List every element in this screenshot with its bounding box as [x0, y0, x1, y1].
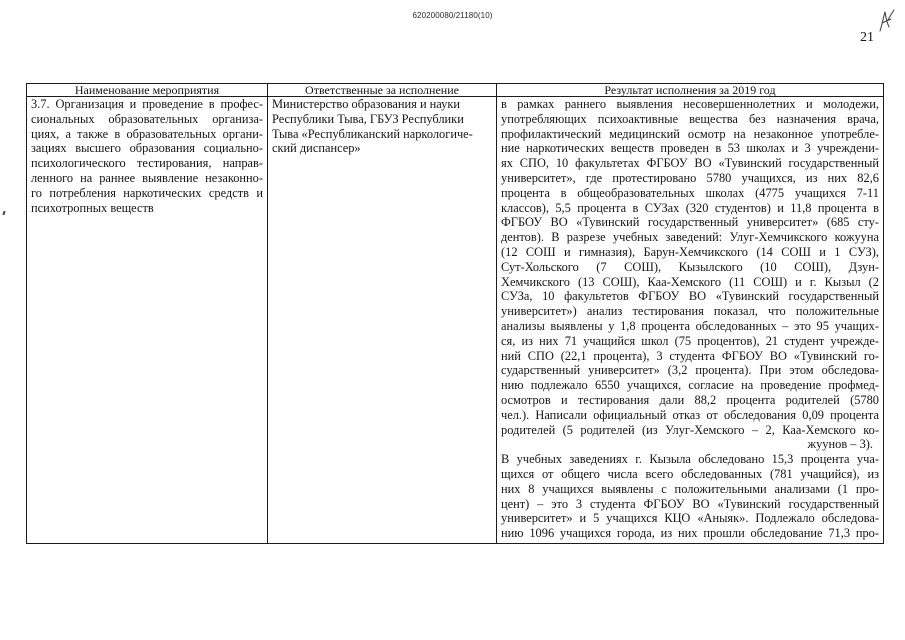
result-text-line: университет» и 5 учащихся КЦО «Аныяк». Подлежало обследова- [501, 511, 879, 526]
measure-text-line: сиональных образовательных организа- [31, 111, 263, 126]
handwritten-mark [877, 8, 897, 34]
header-cell-result [496, 84, 883, 96]
responsible-text-line: Министерство образования и науки [272, 97, 461, 111]
result-text-line: процента в общеобразовательных школах (4775 учащихся 7-11 [501, 185, 879, 200]
result-text-line: ние наркотических веществ проведен в 53 школах и 3 учреждени- [501, 141, 879, 156]
responsible-text-line: Республики Тыва, ГБУЗ Республики [272, 111, 464, 126]
table-header-row [27, 84, 883, 97]
result-text-line: осмотров и тестирования дали 88,2 процента родителей (5780 [501, 392, 879, 407]
result-text-line: ФГБОУ ВО «Тувинский государственный университет» (685 сту- [501, 215, 879, 230]
result-text-line: ях СПО, 10 факультетах ФГБОУ ВО «Тувинский государственный [501, 156, 879, 171]
measures-table [26, 83, 884, 544]
result-text-line: родителей (5 родителей (из Улуг-Хемского – 2, Каа-Хемского ко- [501, 422, 879, 437]
result-text-line: них 8 учащихся выявлены с положительными анализами (1 про- [501, 481, 879, 496]
header-responsible: Ответственные за исполнение [305, 83, 459, 97]
result-text-line: цент) – это 3 студента ФГБОУ ВО «Тувинский государственный [501, 496, 879, 511]
result-cell [496, 97, 883, 543]
result-text-line: В учебных заведениях г. Кызыла обследовано 15,3 процента уча- [501, 452, 879, 467]
result-text-line: жуунов – 3). [807, 437, 873, 452]
responsible-text-line: Тыва «Республиканский наркологиче- [272, 126, 473, 141]
result-text-line: ний СПО (22,1 процента), 3 студента ФГБОУ ВО «Тувинский го- [501, 348, 879, 363]
result-text-line: дентов). В разрезе учебных заведений: Улуг-Хемчикского кожууна [501, 230, 879, 245]
result-text-line: нию 1096 учащихся города, из них прошли обследование 71,3 про- [501, 526, 879, 541]
result-text-line: ся, из них 71 учащийся школ (75 процентов), 21 студент учрежде- [501, 333, 879, 348]
result-text-line: нию подлежало 6550 учащихся, согласие на проведение профмед- [501, 378, 879, 393]
result-text-line: в рамках раннего выявления несовершеннолетних и молодежи, [501, 97, 879, 111]
measure-text-line: психологического тестирования, направ- [31, 156, 263, 171]
scan-speck [2, 211, 5, 215]
header-cell-measure [27, 84, 267, 96]
measure-cell [27, 97, 267, 543]
measure-text-line: циях, а также в образовательных органи- [31, 126, 263, 141]
header-measure-name: Наименование мероприятия [74, 83, 220, 97]
responsible-cell [267, 97, 496, 543]
result-text-line: чел.). Написали официальный отказ от обследования 0,09 процента [501, 407, 879, 422]
measure-text-line: 3.7. Организация и проведение в профес- [31, 97, 263, 111]
result-text-line: (12 СОШ и гимназия), Барун-Хемчикского (14 СОШ и 1 СУЗ), [501, 244, 879, 259]
result-text-line: употребляющих психоактивные вещества без назначения врача, [501, 111, 879, 126]
header-result-2019: Результат исполнения за 2019 год [604, 83, 776, 97]
page-number: 21 [860, 30, 874, 45]
responsible-text-line: ский диспансер» [272, 141, 361, 156]
header-cell-responsible [267, 84, 496, 96]
result-text-line: профилактический медицинский осмотр на незаконное употребле- [501, 126, 879, 141]
result-text-line: анализы выявлены у 1,8 процента обследованных – это 95 учащих- [501, 318, 879, 333]
measure-text-line: го потребления наркотических средств и [31, 185, 263, 200]
result-text-line: университет») анализ тестирования показал, что положительные [501, 304, 879, 319]
table-row [27, 97, 883, 543]
measure-text-line: зациях высшего образования социально- [31, 141, 263, 156]
result-text-line: Хемчикского (13 СОШ), Каа-Хемского (11 СОШ) и г. Кызыл (2 [501, 274, 879, 289]
result-text-line: университет», где протестировано 5780 учащихся, из них 82,6 [501, 170, 879, 185]
measure-text-line: психотропных веществ [31, 200, 154, 215]
result-text-line: Сут-Хольского (7 СОШ), Кызылского (10 СОШ), Дзун- [501, 259, 879, 274]
result-text-line: сударственный университет» (3,2 процента). При этом обследова- [501, 363, 879, 378]
document-registration-code: 620200080/21180(10) [412, 11, 493, 20]
result-text-line: СУЗа, 10 факультетов ФГБОУ ВО «Тувинский государственный [501, 289, 879, 304]
result-text-line: щихся от общего числа всего обследованных (781 учащийся), из [501, 466, 879, 481]
measure-text-line: ленного на раннее выявление незаконно- [31, 170, 263, 185]
result-text-line: классов), 5,5 процента в СУЗах (320 студентов) и 11,8 процента в [501, 200, 879, 215]
